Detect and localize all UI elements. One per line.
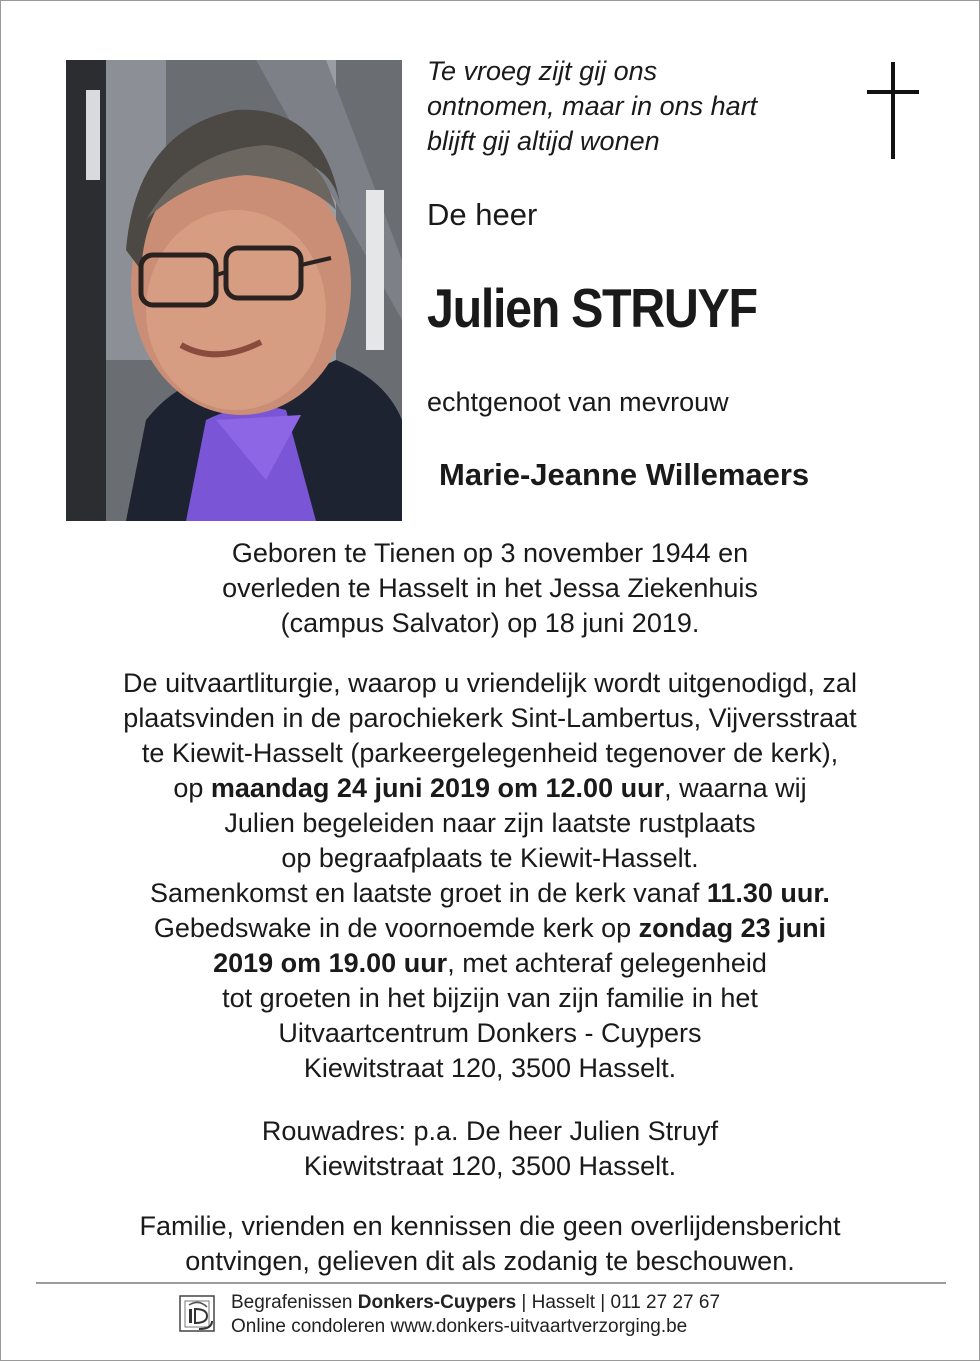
text-line: Kiewitstraat 120, 3500 Hasselt. — [303, 1053, 677, 1083]
footer — [231, 1291, 720, 1339]
text-line — [21, 876, 959, 911]
text-line: Rouwadres: p.a. De heer Julien Struyf — [261, 1116, 719, 1146]
funeral-details — [21, 666, 959, 1086]
closing-notice — [21, 1209, 959, 1279]
funeral-date: maandag 24 juni 2019 om 12.00 uur — [210, 773, 665, 803]
honorific: De heer — [427, 197, 538, 232]
deceased-name: Julien STRUYF — [427, 277, 757, 339]
vigil-date: zondag 23 juni — [638, 913, 827, 943]
text-segment: , met achteraf gelegenheid — [447, 948, 767, 978]
text-line — [21, 771, 959, 806]
text-segment: Begrafenissen — [231, 1292, 358, 1313]
text-line: plaatsvinden in de parochiekerk Sint-Lambertus, Vijversstraat — [123, 703, 857, 733]
portrait-photo — [66, 60, 402, 521]
funeral-home-logo — [179, 1293, 217, 1333]
text-line: Geboren te Tienen op 3 november 1944 en — [231, 538, 749, 568]
text-segment: | Hasselt | 011 27 27 67 — [516, 1292, 721, 1313]
text-line: Uitvaartcentrum Donkers - Cuypers — [278, 1018, 702, 1048]
relation-text: echtgenoot van mevrouw — [427, 387, 729, 417]
poem-line: blijft gij altijd wonen — [427, 126, 660, 156]
divider — [36, 1282, 946, 1284]
birth-death-details — [21, 536, 959, 641]
cross-icon — [863, 62, 923, 162]
poem — [427, 54, 847, 159]
company-name: Donkers-Cuypers — [357, 1292, 517, 1313]
text-line: Julien begeleiden naar zijn laatste rustplaats — [224, 808, 756, 838]
text-line: De uitvaartliturgie, waarop u vriendelijk wordt uitgenodigd, zal — [123, 668, 857, 698]
vigil-time: 2019 om 19.00 uur — [213, 948, 448, 978]
text-segment: Gebedswake in de voornoemde kerk op — [153, 913, 639, 943]
text-line: Familie, vrienden en kennissen die geen overlijdensbericht — [139, 1211, 841, 1241]
text-line — [21, 946, 959, 981]
footer-online: Online condoleren www.donkers-uitvaartverzorging.be — [231, 1316, 688, 1337]
spouse-name: Marie-Jeanne Willemaers — [439, 457, 810, 492]
mourning-address — [21, 1114, 959, 1184]
text-line: (campus Salvator) op 18 juni 2019. — [280, 608, 700, 638]
gathering-time: 11.30 uur. — [706, 878, 830, 908]
text-segment: , waarna wij — [664, 773, 807, 803]
footer-contact — [231, 1291, 720, 1315]
text-line: te Kiewit-Hasselt (parkeergelegenheid tegenover de kerk), — [141, 738, 839, 768]
text-segment: op — [173, 773, 211, 803]
poem-line: ontnomen, maar in ons hart — [427, 91, 758, 121]
text-line: ontvingen, gelieven dit als zodanig te beschouwen. — [185, 1246, 795, 1276]
text-line: overleden te Hasselt in het Jessa Ziekenhuis — [222, 573, 758, 603]
text-line: op begraafplaats te Kiewit-Hasselt. — [281, 843, 699, 873]
text-line: tot groeten in het bijzijn van zijn familie in het — [222, 983, 758, 1013]
text-segment: Samenkomst en laatste groet in de kerk vanaf — [150, 878, 707, 908]
text-line: Kiewitstraat 120, 3500 Hasselt. — [303, 1151, 677, 1181]
poem-line: Te vroeg zijt gij ons — [427, 56, 658, 86]
text-line — [21, 911, 959, 946]
